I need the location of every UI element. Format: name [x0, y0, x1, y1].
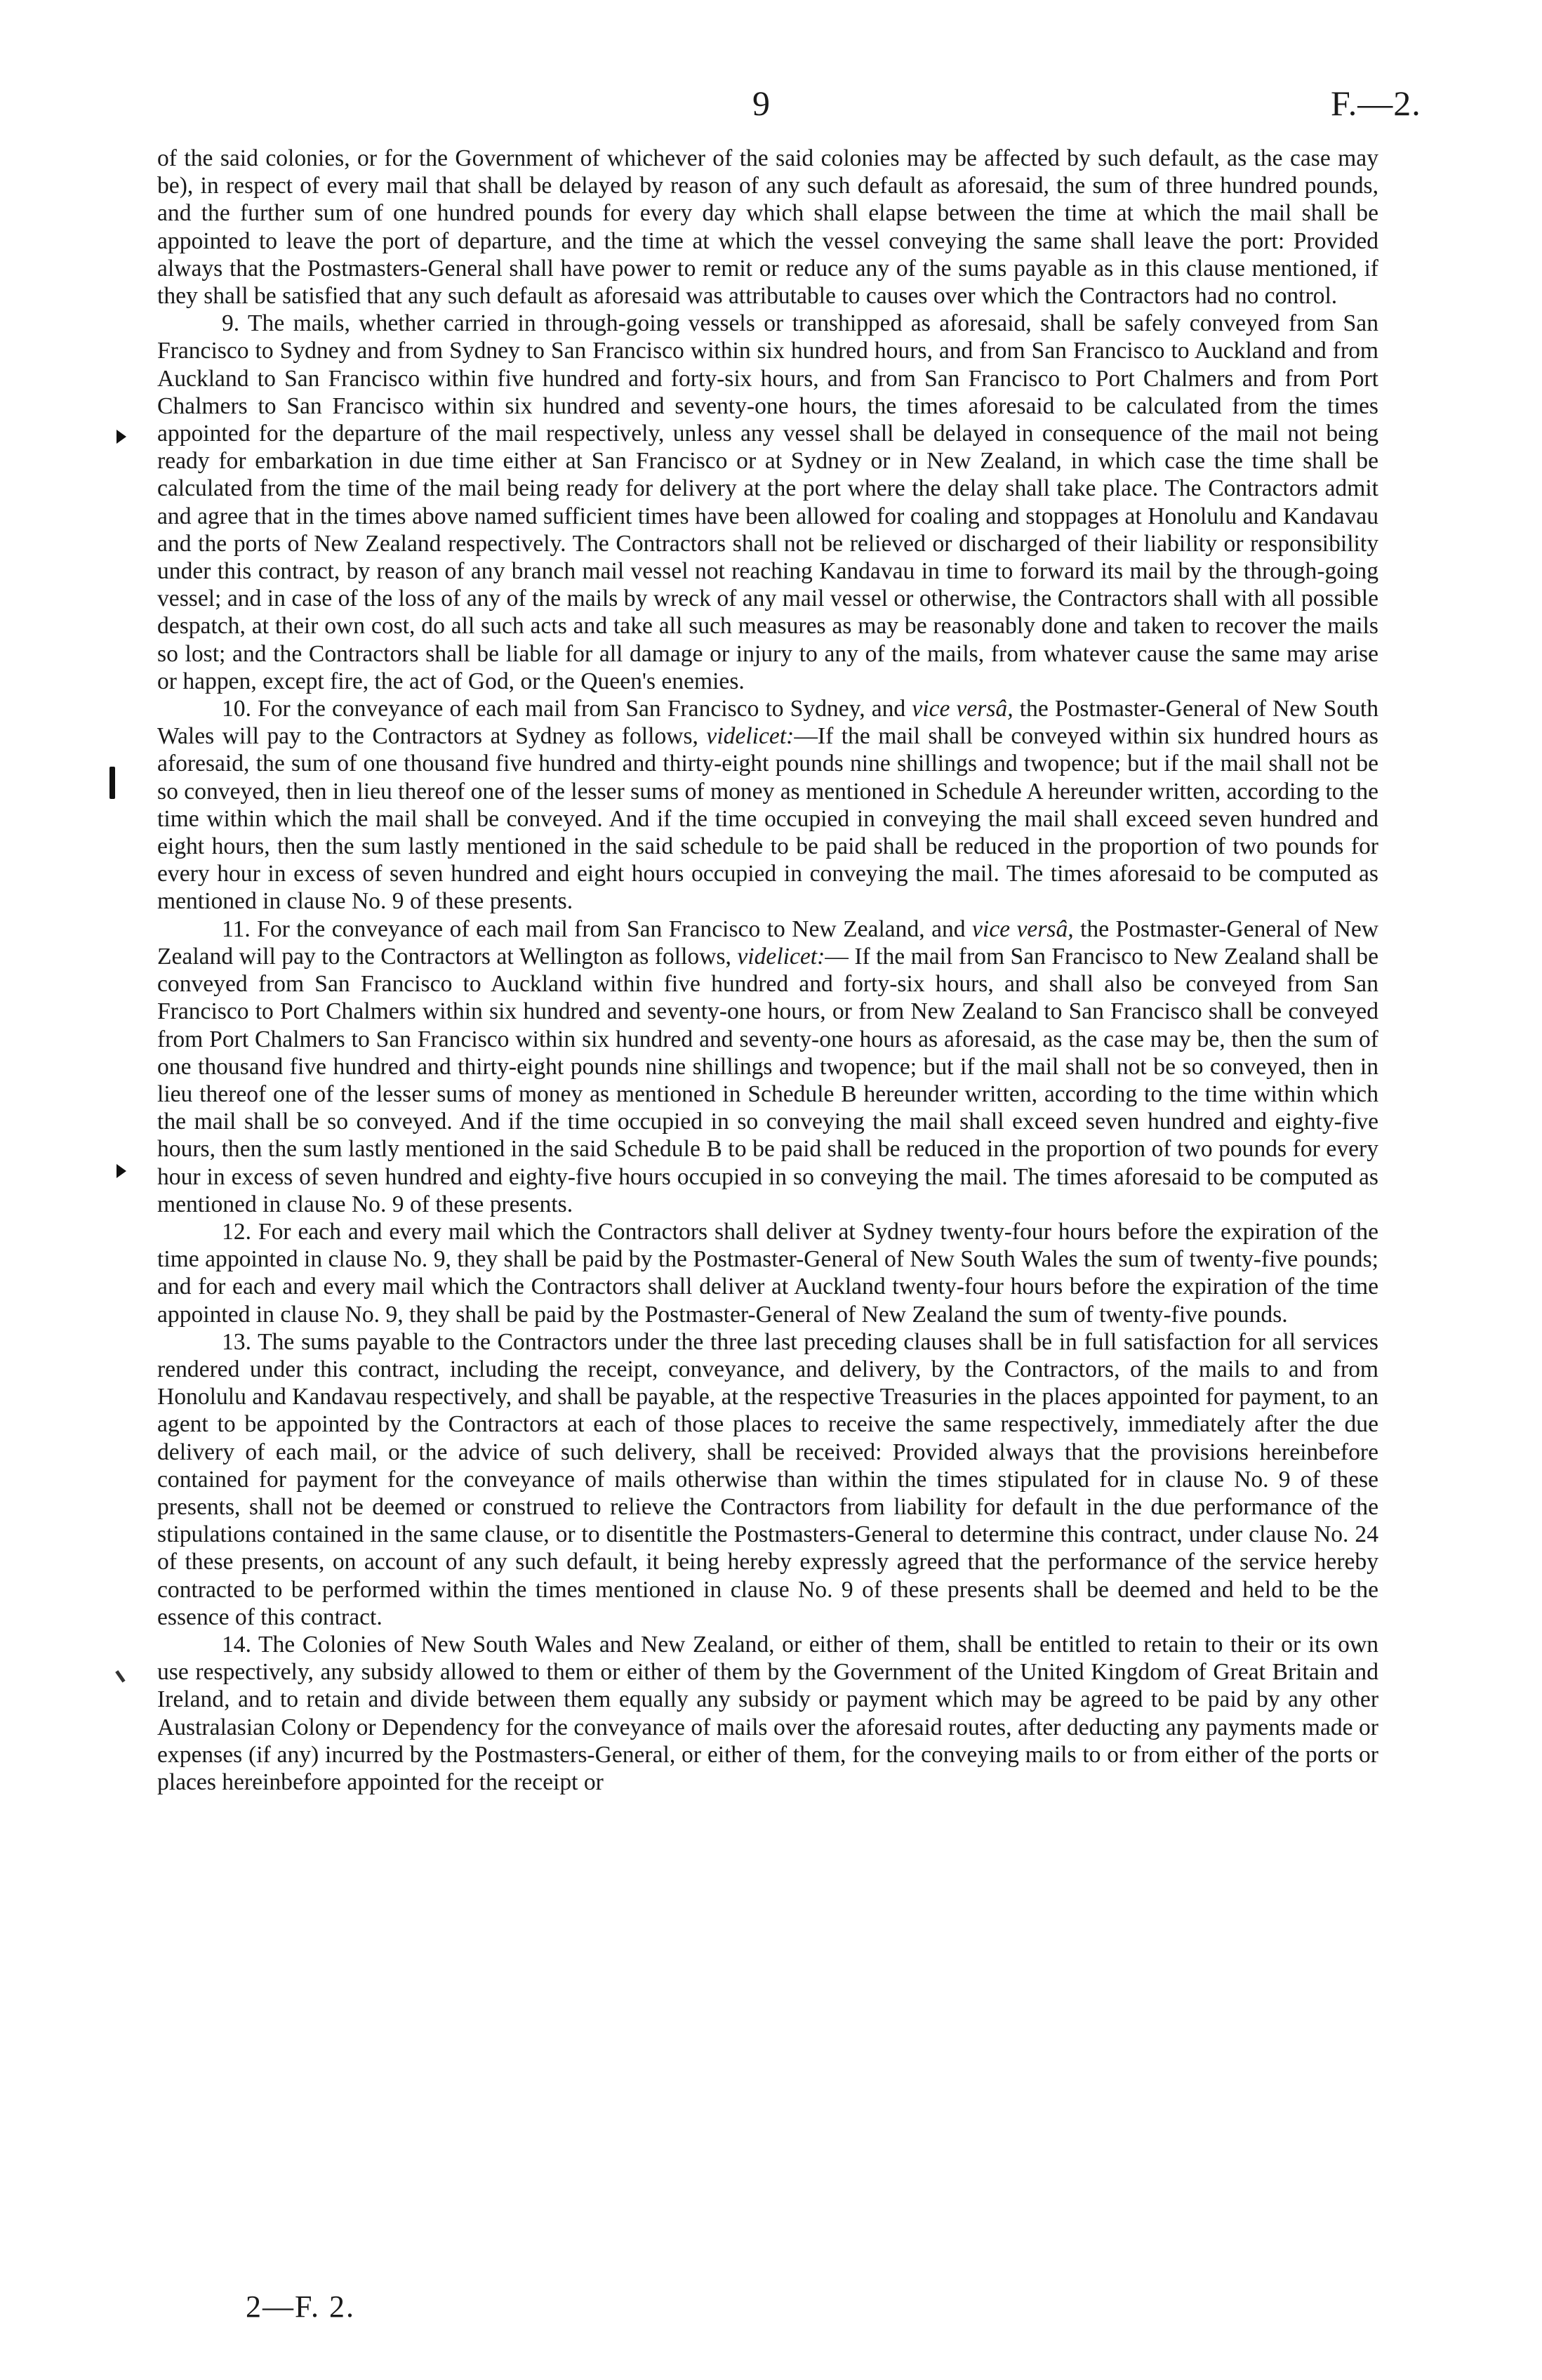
clause-10-videlicet: videlicet: [706, 723, 795, 750]
clause-10-text-b: the Postmaster-General of New South Wales will pay to the Contractors at Sydney as follows, [157, 696, 1379, 750]
clause-13: 13. The sums payable to the Contractors under the three last preceding clauses shall be in full satisfaction for all services rendered under this contract, including the receipt, conveyance, and delivery, by the Contractors, of the mails to and from Honolulu and Kandavau respectively, and shall be payable, at the respective Treasuries in the places appointed for payment, to an agent to be appointed by the Contractors at each of those places to receive the same respectively, immediately after the due delivery of each mail, or the advice of such delivery, shall be received: Provided always that the provisions hereinbefore contained for payment for the conveyance of mails otherwise than within the times stipulated for in clause No. 9 of these presents, shall not be deemed or construed to relieve the Contractors from liability for default in the due performance of the stipulations contained in the same clause, or to disentitle the Postmasters-General to determine this contract, under clause No. 24 of these presents, on account of any such default, it being hereby expressly agreed that the performance of the service hereby contracted to be performed within the times mentioned in clause No. 9 of these presents shall be deemed and held to be the essence of this contract. [157, 1328, 1378, 1630]
clause-11-text-a: 11. For the conveyance of each mail from San Francisco to New Zealand, and [222, 915, 973, 942]
margin-arrow-mark [117, 1164, 126, 1178]
clause-10-vice-versa: vice versâ, [912, 696, 1013, 722]
clause-10-text-c: —If the mail shall be conveyed within six hundred hours as aforesaid, the sum of one thousand five hundred and thirty-eight pounds nine shillings and twopence; but if the mail shall not be so conveyed, then in lieu thereof one of the lesser sums of money as mentioned in Schedule A hereunder written, according to the time within which the mail shall be conveyed. And if the time occupied in conveying the mail shall exceed seven hundred and eight hours, then the sum lastly mentioned in the said schedule to be paid shall be reduced in the proportion of two pounds for every hour in excess of seven hundred and eight hours occupied in conveying the mail. The times aforesaid to be computed as mentioned in clause No. 9 of these presents. [157, 723, 1378, 915]
margin-arrow-mark [117, 430, 126, 444]
margin-bar-mark [109, 767, 115, 799]
clause-9: 9. The mails, whether carried in through-going vessels or transhipped as aforesaid, shall be safely conveyed from San Francisco to Sydney and from Sydney to San Francisco within six hundred hours, and from San Francisco to Auckland and from Auckland to San Francisco within five hundred and forty-six hours, and from San Francisco to Port Chalmers and from Port Chalmers to San Francisco within six hundred and seventy-one hours, the times aforesaid to be calculated from the times appointed for the departure of the mail respectively, unless any vessel shall be delayed in consequence of the mail not being ready for embarkation in due time either at San Francisco or at Sydney or in New Zealand, in which case the time shall be calculated from the time of the mail being ready for delivery at the port where the delay shall take place. The Contractors admit and agree that in the times above named sufficient times have been allowed for coaling and stoppages at Honolulu and Kandavau and the ports of New Zealand respectively. The Contractors shall not be relieved or discharged of their liability or responsibility under this contract, by reason of any branch mail vessel not reaching Kandavau in time to forward its mail by the through-going vessel; and in case of the loss of any of the mails by wreck of any mail vessel or otherwise, the Contractors shall with all possible despatch, at their own cost, do all such acts and take all such measures as may be reasonably done and taken to recover the mails so lost; and the Contractors shall be liable for all damage or injury to any of the mails, from whatever cause the same may arise or happen, except fire, the act of God, or the Queen's enemies. [157, 310, 1378, 694]
page-reference: F.—2. [1331, 84, 1421, 123]
clause-14: 14. The Colonies of New South Wales and New Zealand, or either of them, shall be entitled to retain to their or its own use respectively, any subsidy allowed to them or either of them by the Government of the United Kingdom of Great Britain and Ireland, and to retain and divide between them equally any subsidy or payment which may be agreed to be paid by any other Australasian Colony or Dependency for the conveyance of mails over the aforesaid routes, after deducting any payments made or expenses (if any) incurred by the Postmasters-General, or either of them, for the conveying mails to or from either of the ports or places hereinbefore appointed for the receipt or [157, 1631, 1378, 1795]
clause-11-text-c: — If the mail from San Francisco to New Zealand shall be conveyed from San Francisco to Auckland within five hundred and forty-six hours, and shall also be conveyed from San Francisco to Port Chalmers within six hundred and seventy-one hours, or from New Zealand to San Francisco shall be conveyed from Port Chalmers to San Francisco within six hundred and seventy-one hours as aforesaid, as the case may be, then the sum of one thousand five hundred and thirty-eight pounds nine shillings and twopence; but if the mail shall not be so conveyed, then in lieu thereof one of the lesser sums of money as mentioned in Schedule B hereunder written, according to the time within which the mail shall be so conveyed. And if the time occupied in so conveying the mail shall exceed seven hundred and eighty-five hours, then the sum lastly mentioned in the said Schedule B to be paid shall be reduced in the proportion of two pounds for every hour in excess of seven hundred and eighty-five hours occupied in so conveying the mail. The times aforesaid to be computed as mentioned in clause No. 9 of these presents. [157, 943, 1378, 1217]
clause-12: 12. For each and every mail which the Contractors shall deliver at Sydney twenty-four hours before the expiration of the time appointed in clause No. 9, they shall be paid by the Postmaster-General of New South Wales the sum of twenty-five pounds; and for each and every mail which the Contractors shall deliver at Auckland twenty-four hours before the expiration of the time appointed in clause No. 9, they shall be paid by the Postmaster-General of New Zealand the sum of twenty-five pounds. [157, 1218, 1378, 1328]
clause-10 [157, 695, 1378, 915]
margin-tick-mark [115, 1666, 131, 1682]
clause-11-vice-versa: vice versâ, [972, 915, 1074, 942]
clause-11 [157, 915, 1378, 1218]
clause-11-videlicet: videlicet: [737, 943, 825, 970]
footer-signature: 2—F. 2. [246, 2289, 355, 2324]
clause-10-text-a: 10. For the conveyance of each mail from San Francisco to Sydney, and [222, 696, 912, 722]
page-number: 9 [752, 84, 770, 123]
paragraph-continuation: of the said colonies, or for the Government of whichever of the said colonies may be affected by such default, as the case may be), in respect of every mail that shall be delayed by reason of any such default as aforesaid, the sum of three hundred pounds, and the further sum of one hundred pounds for every day which shall elapse between the time at which the mail shall be appointed to leave the port of departure, and the time at which the vessel conveying the same shall leave the port: Provided always that the Postmasters-General shall have power to remit or reduce any of the sums payable as in this clause mentioned, if they shall be satisfied that any such default as aforesaid was attributable to causes over which the Contractors had no control. [157, 145, 1378, 310]
clause-11-text-b: the Postmaster-General of New Zealand will pay to the Contractors at Wellington as follows, [157, 915, 1378, 970]
body-text [157, 145, 1378, 1796]
